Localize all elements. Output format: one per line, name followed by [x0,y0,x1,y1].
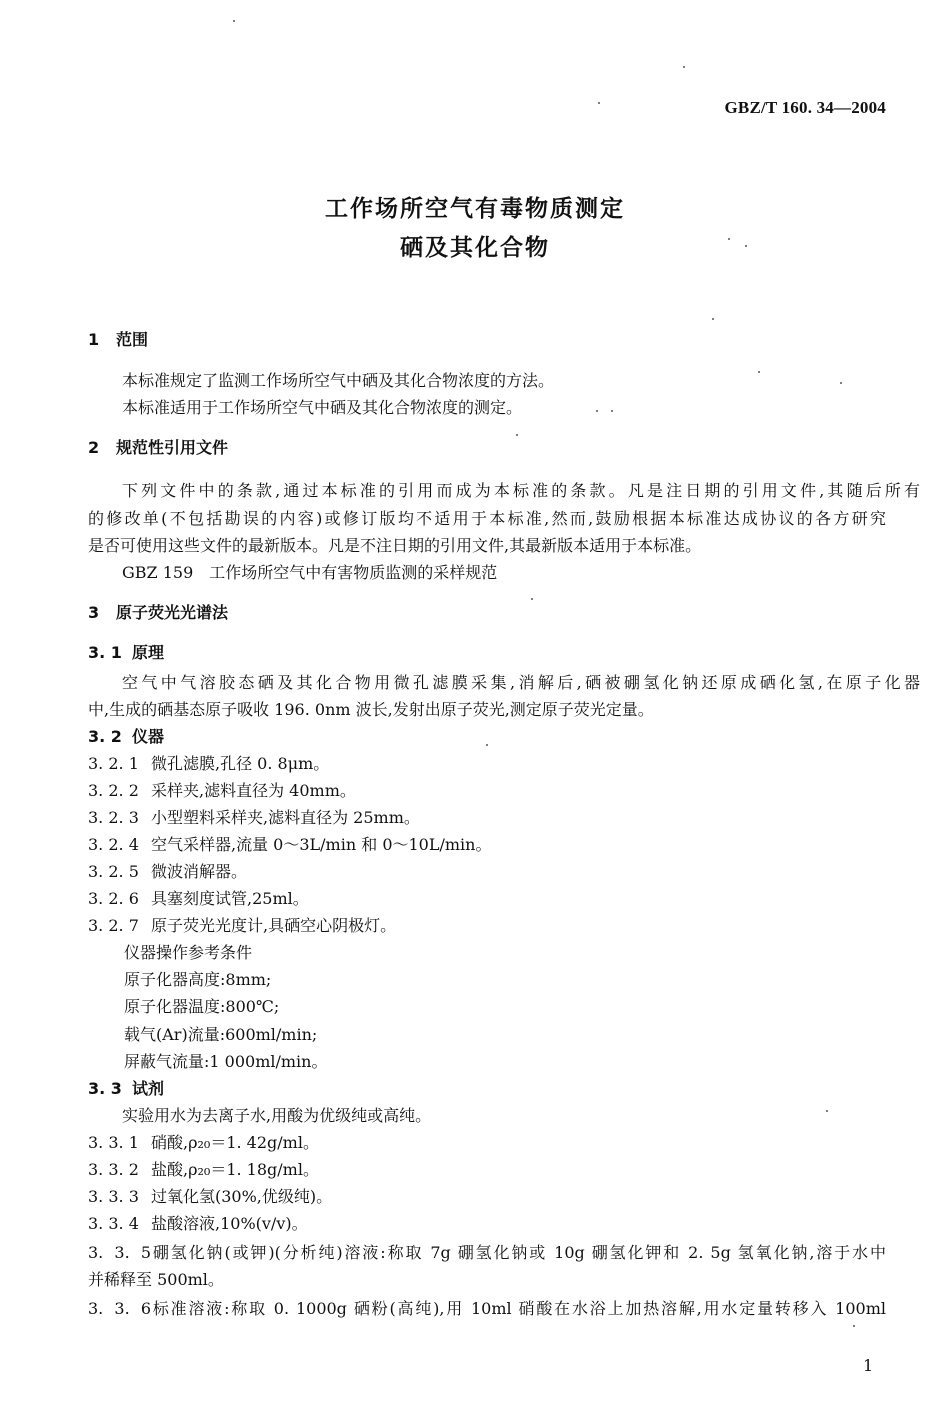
section-title: 原子荧光光谱法 [116,603,229,622]
item-number: 3. 3. 2 [88,1160,139,1179]
reagent-item [88,1186,886,1208]
reagent-item [88,1242,886,1264]
item-text: 硝酸,ρ₂₀＝1. 42g/ml。 [151,1133,319,1152]
scan-speck [728,238,730,240]
operating-conditions-title: 仪器操作参考条件 [124,943,253,962]
section-title: 原理 [132,643,165,662]
scan-speck [758,371,760,373]
item-text: 硼氢化钠(或钾)(分析纯)溶液:称取 7g 硼氢化钠或 10g 硼氢化钾和 2. 5g 氢氧化钠,溶于水中 [151,1243,886,1262]
section-number: 1 [88,330,100,349]
section-1-heading [88,329,886,351]
instrument-item [88,753,886,775]
item-number: 3. 3. 3 [88,1187,139,1206]
section-title: 试剂 [132,1079,165,1098]
scan-speck [712,318,714,320]
item-text: 微孔滤膜,孔径 0. 8μm。 [151,754,330,773]
scan-speck [745,245,747,247]
item-text: 空气采样器,流量 0～3L/min 和 0～10L/min。 [151,835,492,854]
reagent-item [88,1213,886,1235]
reagents-intro: 实验用水为去离子水,用酸为优级纯或高纯。 [122,1106,432,1125]
page-number: 1 [863,1356,874,1375]
section-number: 3. 3 [88,1079,122,1098]
scan-speck [596,410,598,412]
item-number: 3. 2. 1 [88,754,139,773]
section-3-1-heading [88,642,886,664]
references-line-3: 是否可使用这些文件的最新版本。凡是不注日期的引用文件,其最新版本适用于本标准。 [88,536,702,555]
section-3-3-heading [88,1078,886,1100]
reference-gbz159: GBZ 159 工作场所空气中有害物质监测的采样规范 [122,563,498,582]
reagent-item-continuation: 并稀释至 500ml。 [88,1270,224,1289]
references-line-2: 的修改单(不包括勘误的内容)或修订版均不适用于本标准,然而,鼓励根据本标准达成协议的各方研究 [88,509,886,528]
reagent-item [88,1298,886,1320]
item-text: 过氧化氢(30%,优级纯)。 [151,1187,333,1206]
instrument-item [88,861,886,883]
item-text: 小型塑料采样夹,滤料直径为 25mm。 [151,808,420,827]
document-title: 工作场所空气有毒物质测定 [325,196,625,222]
scope-paragraph-2: 本标准适用于工作场所空气中硒及其化合物浓度的测定。 [122,398,523,417]
item-text: 盐酸溶液,10%(v/v)。 [151,1214,308,1233]
section-number: 2 [88,438,100,457]
scope-paragraph-1: 本标准规定了监测工作场所空气中硒及其化合物浓度的方法。 [122,371,555,390]
scan-speck [840,382,842,384]
operating-condition: 屏蔽气流量:1 000ml/min。 [124,1052,328,1071]
operating-condition: 原子化器温度:800℃; [124,997,280,1016]
item-number: 3. 2. 7 [88,916,139,935]
item-number: 3. 3. 4 [88,1214,139,1233]
principle-line-1: 空气中气溶胶态硒及其化合物用微孔滤膜采集,消解后,硒被硼氢化钠还原成硒化氢,在原子化器 [122,673,920,692]
item-text: 原子荧光光度计,具硒空心阴极灯。 [151,916,397,935]
scan-speck [531,598,533,600]
references-line-1: 下列文件中的条款,通过本标准的引用而成为本标准的条款。凡是注日期的引用文件,其随后所有 [122,481,920,500]
item-number: 3. 2. 6 [88,889,139,908]
item-text: 具塞刻度试管,25ml。 [151,889,309,908]
scan-speck [683,66,685,68]
operating-condition: 载气(Ar)流量:600ml/min; [124,1025,318,1044]
section-number: 3 [88,603,100,622]
instrument-item [88,780,886,802]
section-number: 3. 1 [88,643,122,662]
item-number: 3. 3. 5 [88,1243,151,1262]
section-title: 规范性引用文件 [116,438,229,457]
scan-speck [486,744,488,746]
scan-speck [516,434,518,436]
section-title: 仪器 [132,727,165,746]
item-number: 3. 2. 2 [88,781,139,800]
scan-speck [853,1325,855,1327]
standard-code: GBZ/T 160. 34—2004 [724,98,886,117]
reagent-item [88,1159,886,1181]
item-number: 3. 2. 4 [88,835,139,854]
instrument-item [88,807,886,829]
item-text: 微波消解器。 [151,862,248,881]
item-text: 标准溶液:称取 0. 1000g 硒粉(高纯),用 10ml 硝酸在水浴上加热溶解,用水定量转移入 100ml [151,1299,886,1318]
scan-speck [598,102,600,104]
scan-speck [233,20,235,22]
section-2-heading [88,437,886,459]
reagent-item [88,1132,886,1154]
item-text: 采样夹,滤料直径为 40mm。 [151,781,356,800]
item-number: 3. 3. 6 [88,1299,151,1318]
item-text: 盐酸,ρ₂₀＝1. 18g/ml。 [151,1160,319,1179]
instrument-item [88,834,886,856]
instrument-item [88,888,886,910]
section-3-heading [88,602,886,624]
section-title: 范围 [116,330,149,349]
principle-line-2: 中,生成的硒基态原子吸收 196. 0nm 波长,发射出原子荧光,测定原子荧光定量。 [88,700,654,719]
item-number: 3. 3. 1 [88,1133,139,1152]
scan-speck [611,410,613,412]
scan-speck [826,1110,828,1112]
section-number: 3. 2 [88,727,122,746]
item-number: 3. 2. 3 [88,808,139,827]
document-subtitle: 硒及其化合物 [400,235,550,261]
instrument-item [88,915,886,937]
operating-condition: 原子化器高度:8mm; [124,970,272,989]
item-number: 3. 2. 5 [88,862,139,881]
